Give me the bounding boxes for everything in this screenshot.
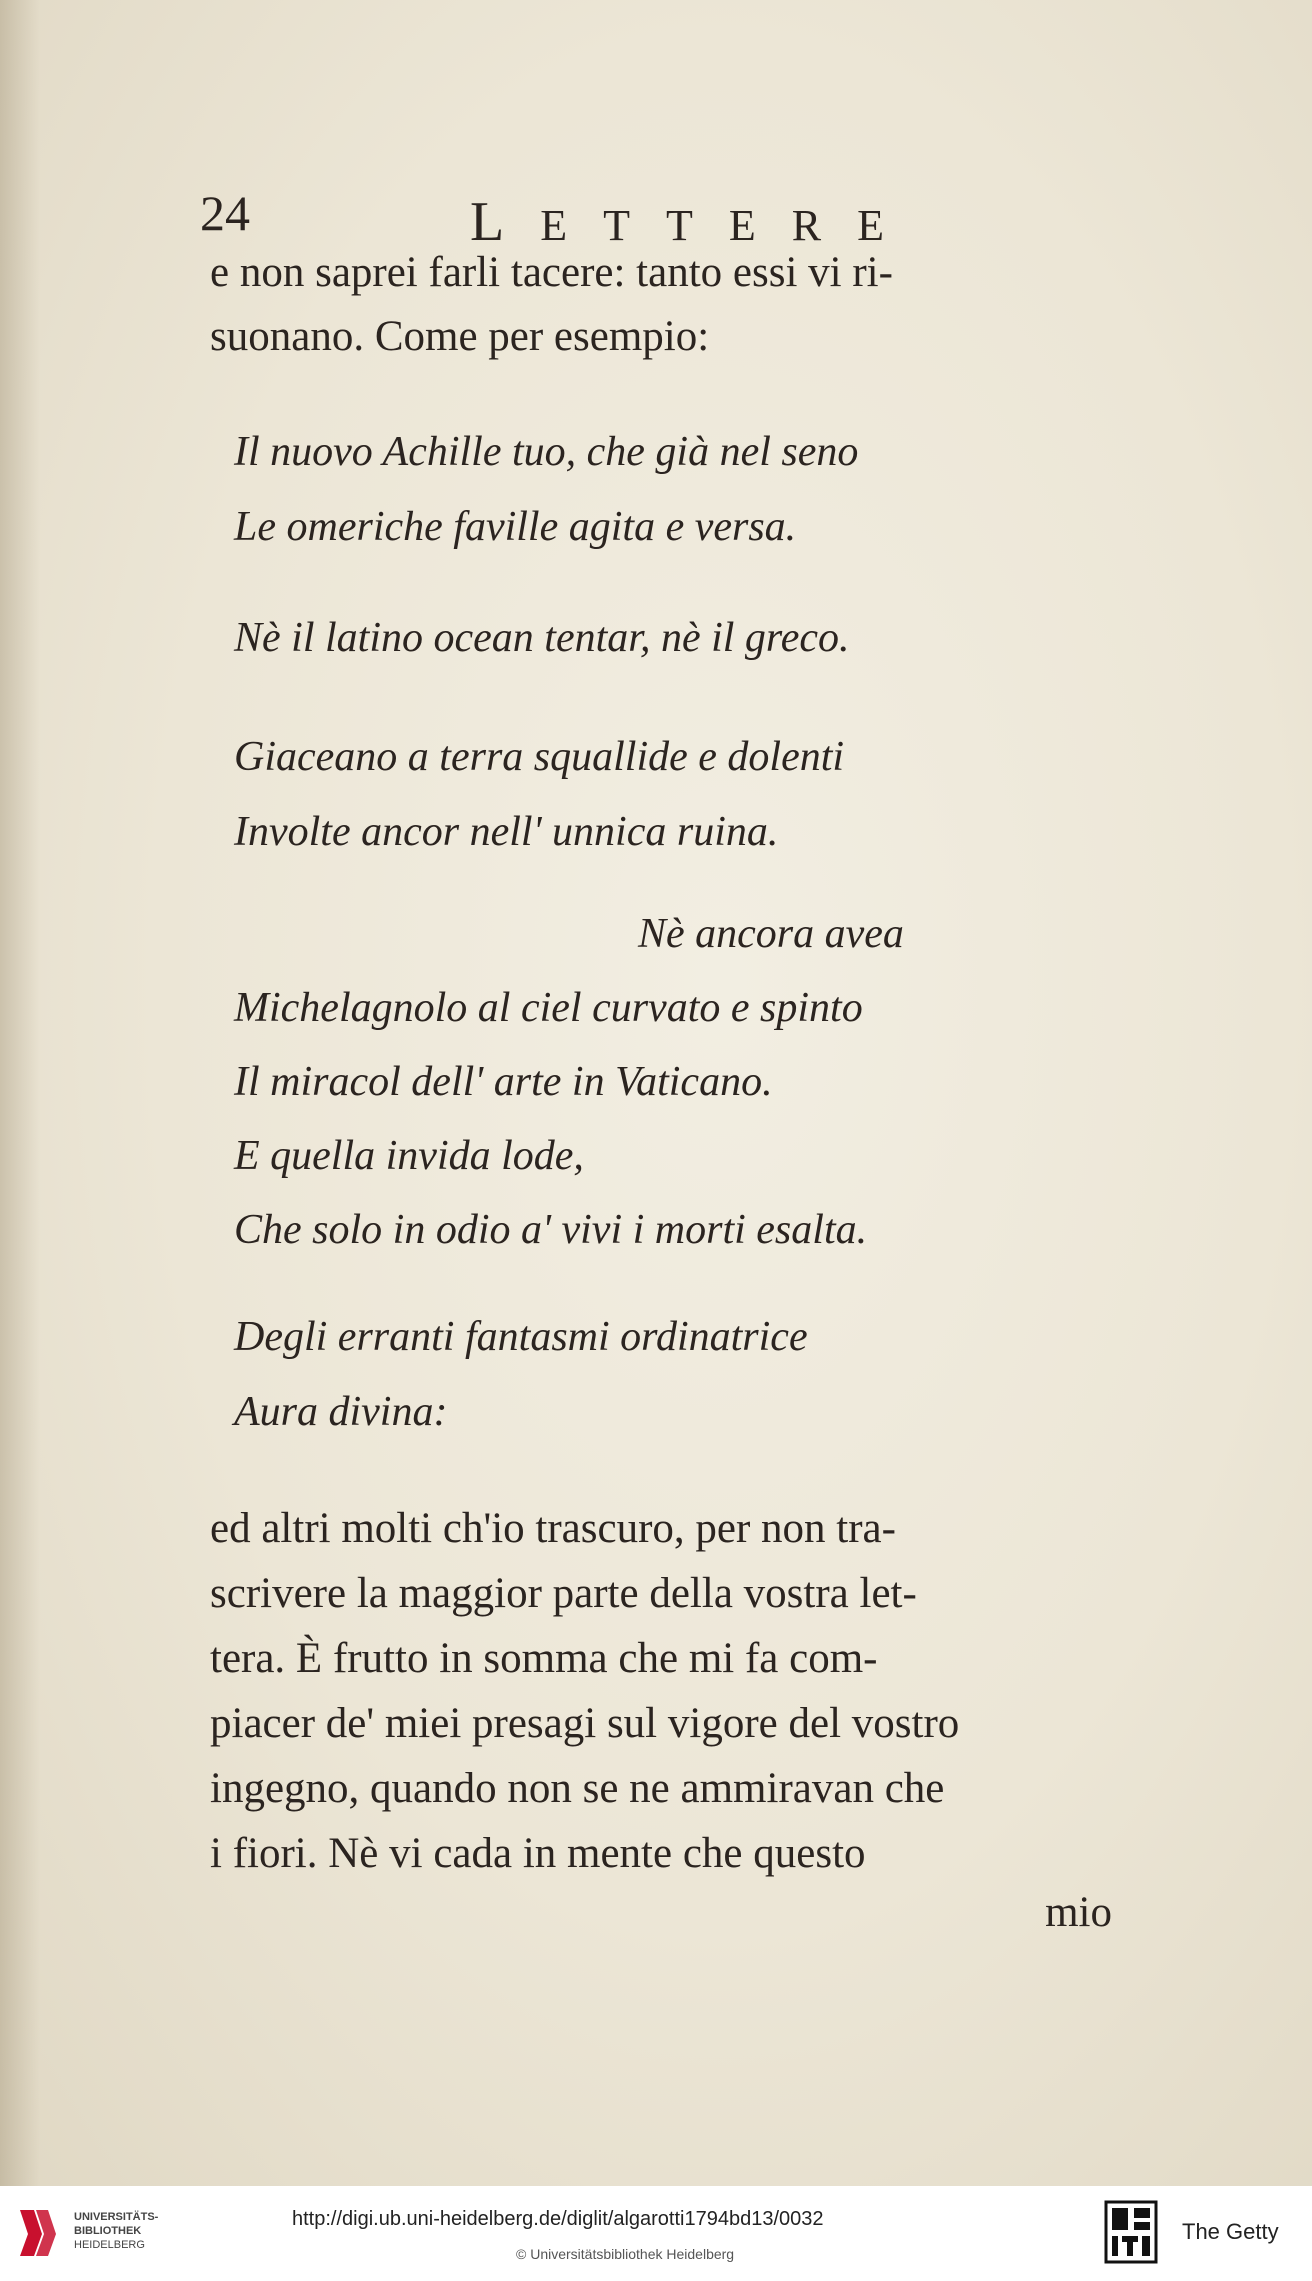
partner-name: The Getty <box>1182 2219 1279 2244</box>
prose-line: piacer de' miei presagi sul vigore del vostro <box>210 1700 960 1747</box>
university-library-name <box>74 2210 158 2252</box>
viewer-footer <box>0 2186 1312 2281</box>
verse-line: Il miracol dell' arte in Vaticano. <box>234 1059 773 1105</box>
verse-line: Che solo in odio a' vivi i morti esalta. <box>234 1207 868 1253</box>
copyright-notice: © Universitätsbibliothek Heidelberg <box>516 2246 735 2262</box>
library-name-line: BIBLIOTHEK <box>74 2225 142 2237</box>
verse-line: Giaceano a terra squallide e dolenti <box>234 734 845 780</box>
library-name-line: UNIVERSITÄTS- <box>74 2211 159 2223</box>
verse-line: Aura divina: <box>234 1389 448 1435</box>
verse-line: Le omeriche faville agita e versa. <box>234 504 797 550</box>
catchword: mio <box>1045 1889 1112 1936</box>
university-library-logo-icon <box>14 2204 62 2262</box>
verse-line-indented: Nè ancora avea <box>638 911 904 957</box>
getty-logo-icon <box>1104 2200 1158 2264</box>
verse-line: Michelagnolo al ciel curvato e spinto <box>234 985 863 1031</box>
verse-line: Nè il latino ocean tentar, nè il greco. <box>234 615 850 661</box>
permalink-url[interactable]: http://digi.ub.uni-heidelberg.de/diglit/algarotti1794bd13/0032 <box>292 2208 824 2230</box>
verse-line: E quella invida lode, <box>234 1133 584 1179</box>
verse-line: Involte ancor nell' unnica ruina. <box>234 809 779 855</box>
prose-line: i fiori. Nè vi cada in mente che questo <box>210 1830 866 1877</box>
prose-line: tera. È frutto in somma che mi fa com- <box>210 1635 878 1682</box>
running-head: LETTERE <box>470 191 920 253</box>
prose-line: e non saprei farli tacere: tanto essi vi ri- <box>210 249 893 296</box>
verse-line: Il nuovo Achille tuo, che già nel seno <box>234 429 859 475</box>
prose-line: ingegno, quando non se ne ammiravan che <box>210 1765 945 1812</box>
library-name-line: HEIDELBERG <box>74 2239 145 2251</box>
prose-line: suonano. Come per esempio: <box>210 313 710 360</box>
prose-line: ed altri molti ch'io trascuro, per non tra- <box>210 1505 896 1552</box>
verse-line: Degli erranti fantasmi ordinatrice <box>234 1314 808 1360</box>
prose-line: scrivere la maggior parte della vostra let- <box>210 1570 917 1617</box>
page-number: 24 <box>200 185 250 241</box>
